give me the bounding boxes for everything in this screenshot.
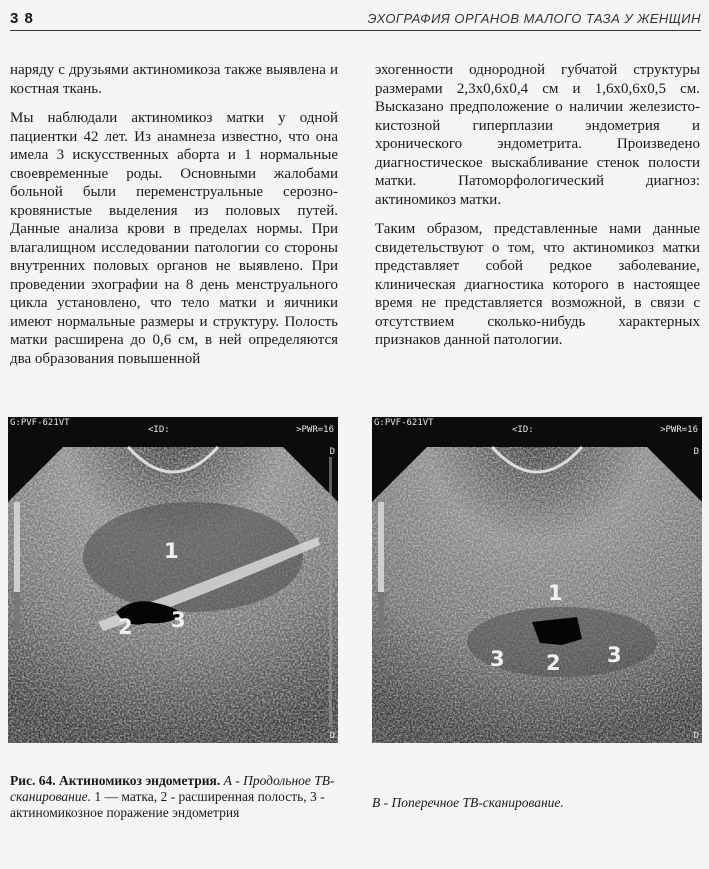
label-cavity: 2 — [546, 651, 561, 675]
page-header — [10, 8, 701, 31]
power-readout: >PWR=16 — [660, 425, 698, 435]
label-lesion: 3 — [171, 608, 186, 632]
running-title: ЭХОГРАФИЯ ОРГАНОВ МАЛОГО ТАЗА У ЖЕНЩИН — [367, 11, 701, 26]
caption-part-a: А - Продольное ТВ-сканирование. — [10, 773, 335, 804]
figure-caption-part-b: В - Поперечное ТВ-сканирование. — [372, 795, 564, 810]
depth-marker: D — [329, 731, 335, 741]
label-cavity: 2 — [118, 615, 133, 639]
probe-readout: G:PVF-621VT — [10, 418, 70, 428]
paragraph: Таким образом, представленные нами данные свидетельствуют о том, что актиномикоз матки представляет собой редкое заболевание, клиническая диагностика которого в настоящее время не представляется возможной, в связи с отсутствием сколько-нибудь характерных признаков данной патологии. — [375, 221, 700, 348]
paragraph: Мы наблюдали актиномикоз матки у одной пациентки 42 лет. Из анамнеза известно, что она имела 3 искусственных аборта и 1 нормальные своевременные роды. Основными жалобами больной были переменструальные серозно-кровянистые выделения из половых путей. Данные анализа крови в пределах нормы. При влагалищном исследовании патологии со стороны внутренних половых органов не выявлено. При проведении эхографии на 8 день менструального цикла установлено, что тело матки и яичники имеют нормальные размеры и структуру. Полость матки расширена до 0,6 см, в ней определяются два образования повышенной — [10, 110, 338, 367]
page-number: 3 8 — [10, 10, 34, 27]
ultrasound-scan — [8, 417, 338, 743]
depth-marker: D — [693, 447, 699, 457]
probe-readout: G:PVF-621VT — [374, 418, 434, 428]
label-lesion: 3 — [607, 643, 622, 667]
paragraph: эхогенности однородной губчатой структуры размерами 2,3х0,6х0,4 см и 1,6х0,6х0,5 см. Высказано предположение о наличии железисто-кистозной гиперплазии эндометрия и хронического эндометрита. Произведено диагностическое выскабливание стенок полости матки. Патоморфологический диагноз: актиномикоз матки. — [375, 62, 700, 208]
caption-title: Рис. 64. Актиномикоз эндометрия. — [10, 773, 221, 788]
ultrasound-image-longitudinal — [8, 417, 338, 743]
figure-caption — [10, 773, 350, 821]
ultrasound-scan — [372, 417, 702, 743]
depth-marker: D — [329, 447, 335, 457]
label-lesion: 3 — [490, 647, 505, 671]
depth-marker: D — [693, 731, 699, 741]
id-readout: <ID: — [148, 425, 170, 435]
id-readout: <ID: — [512, 425, 534, 435]
label-uterus: 1 — [164, 539, 179, 563]
label-uterus: 1 — [548, 581, 563, 605]
ultrasound-image-transverse — [372, 417, 702, 743]
right-text-column — [375, 61, 700, 361]
left-text-column — [10, 61, 338, 379]
paragraph: наряду с друзьями актиномикоза также выявлена и костная ткань. — [10, 62, 338, 97]
caption-legend: 1 — матка, 2 - расширенная полость, 3 - актиномикозное поражение эндометрия — [10, 789, 325, 820]
power-readout: >PWR=16 — [296, 425, 334, 435]
